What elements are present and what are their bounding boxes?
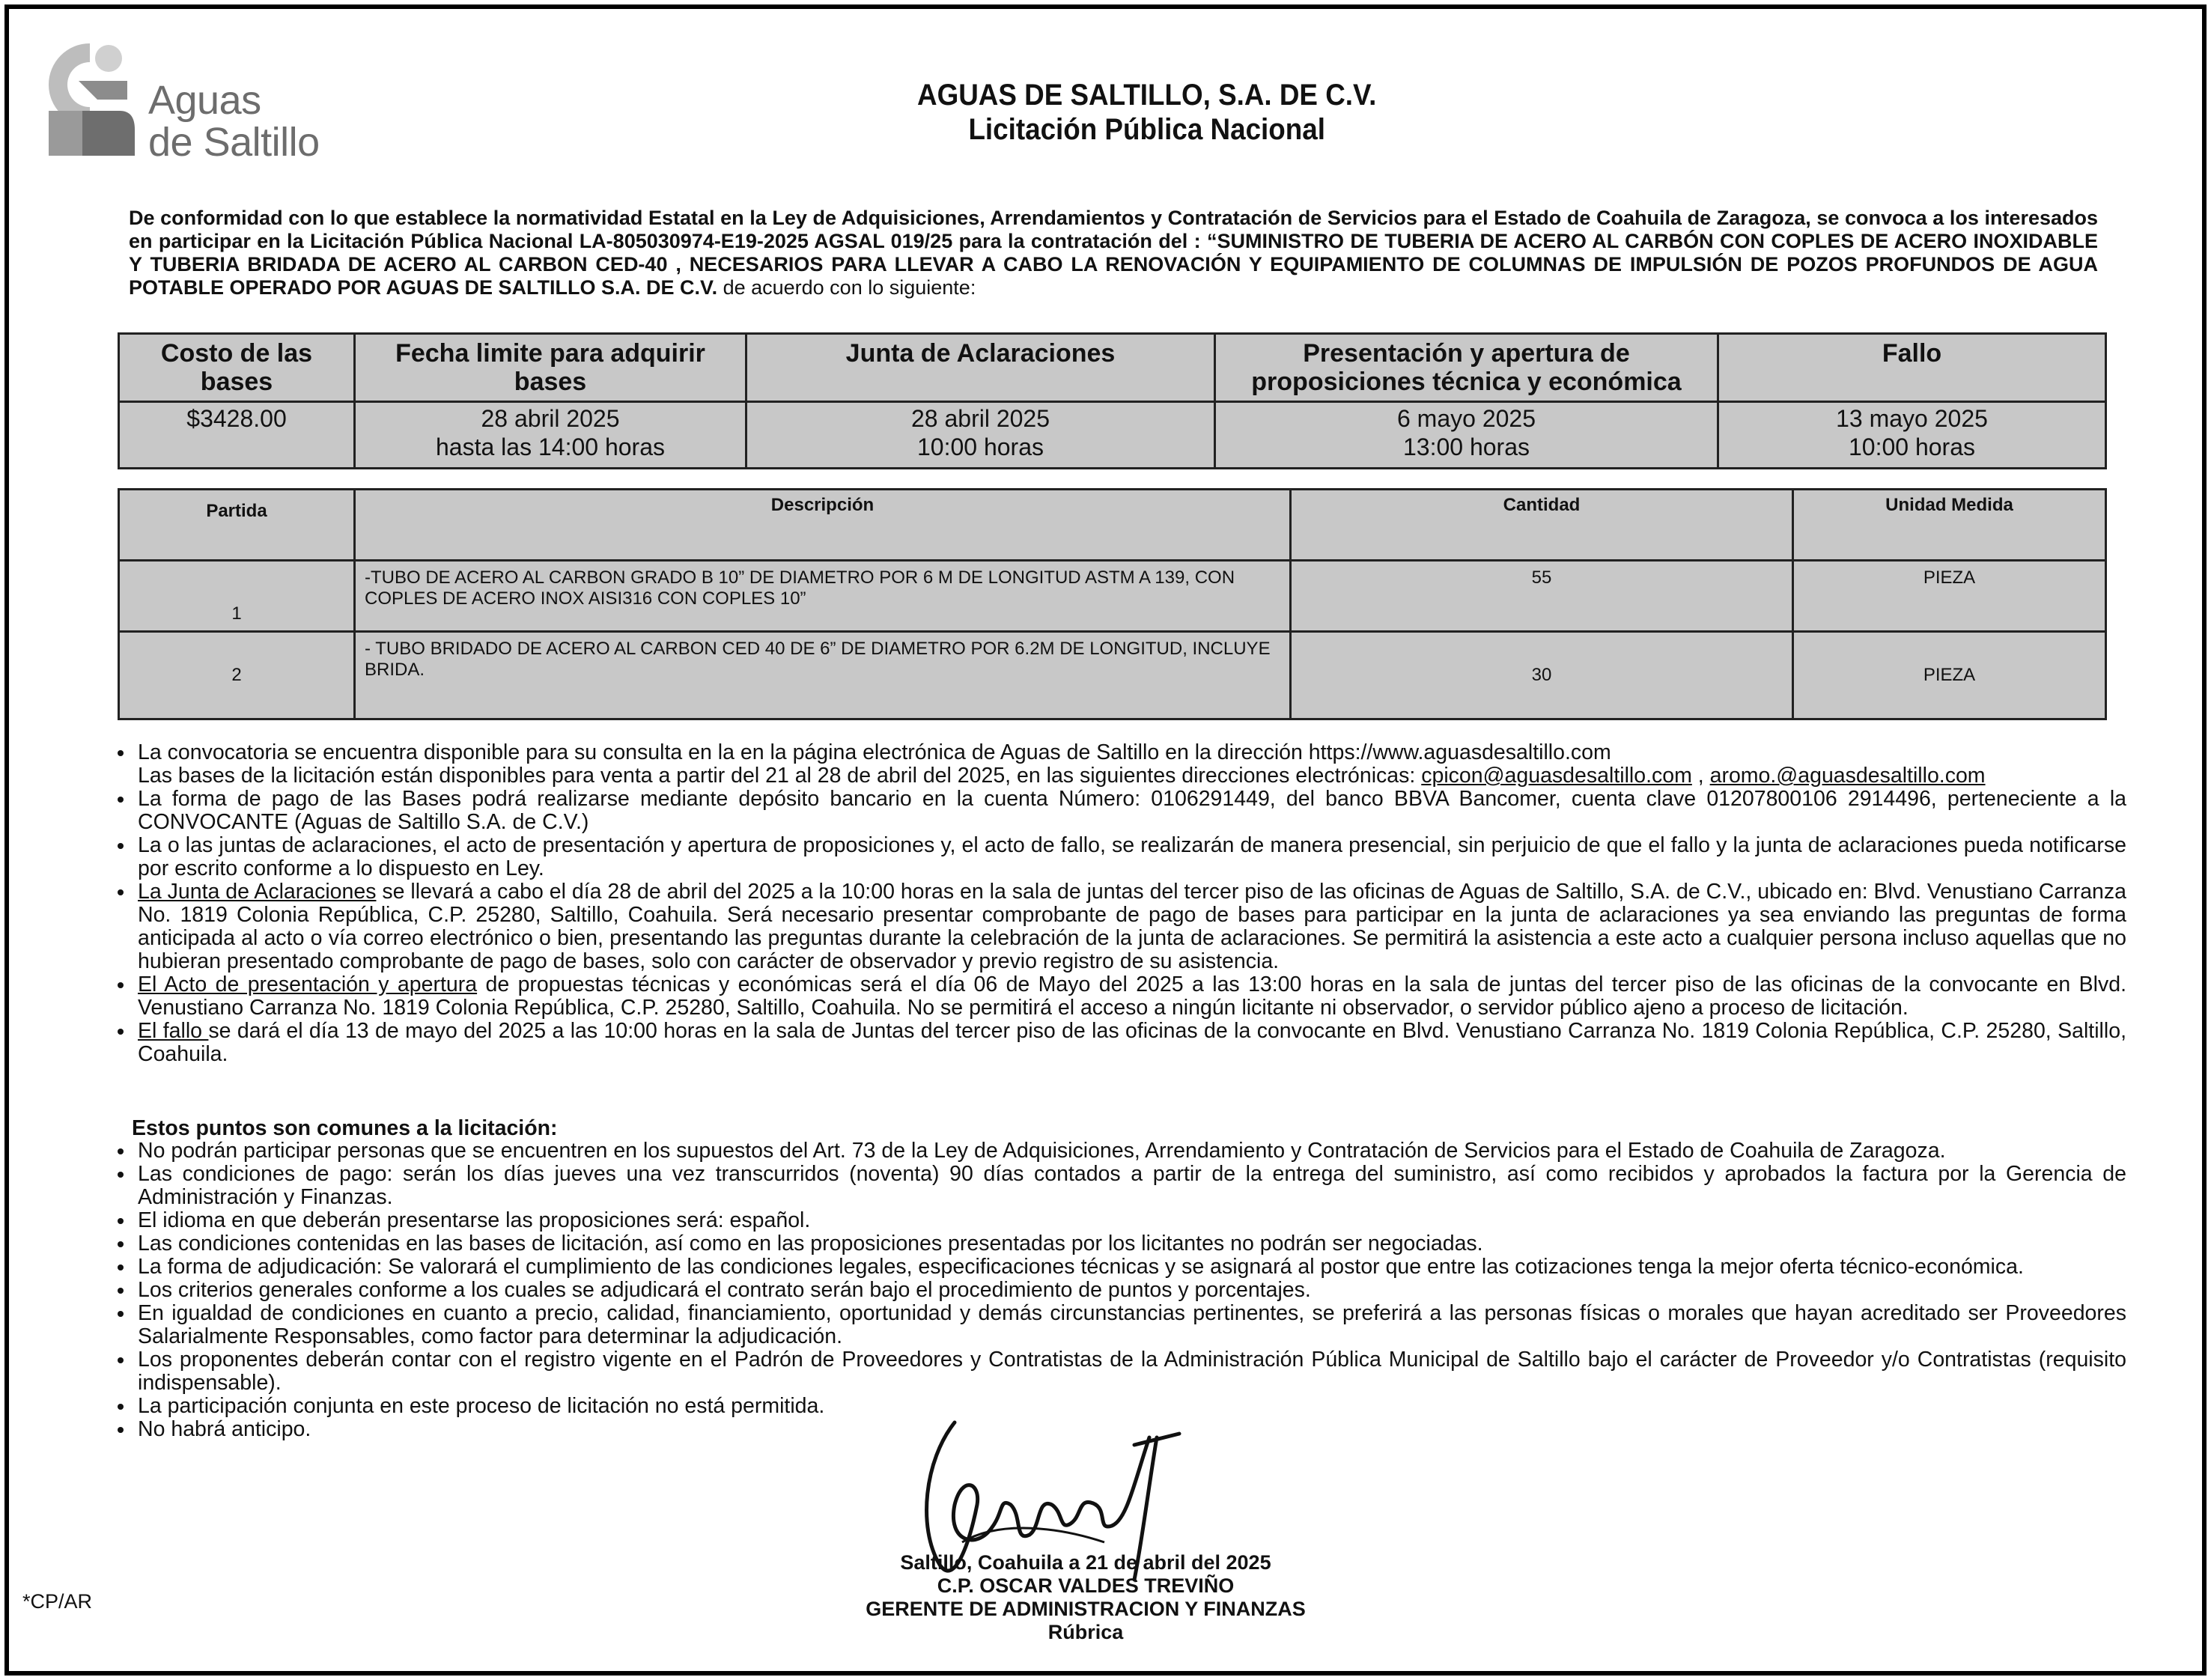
conditions-list bbox=[105, 741, 2126, 1066]
signature-note: Rúbrica bbox=[1047, 1621, 1124, 1643]
list-item: • La forma de adjudicación: Se valorará el cumplimiento de las condiciones legales, especificaciones técnicas y se asignará al postor que entre las cotizaciones tenga la mejor oferta técnico-económica. bbox=[135, 1256, 2126, 1279]
schedule-header-row bbox=[119, 334, 2106, 402]
logo-text-line1: Aguas bbox=[148, 78, 261, 123]
item-descripcion: -TUBO DE ACERO AL CARBON GRADO B 10” DE DIAMETRO POR 6 M DE LONGITUD ASTM A 139, CON COPLES DE ACERO INOX AISI316 CON COPLES 10” bbox=[355, 561, 1291, 632]
list-item: • No podrán participar personas que se encuentren en los supuestos del Art. 73 de la Ley de Adquisiciones, Arrendamiento y Contratación de Servicios para el Estado de Coahuila de Zaragoza. bbox=[135, 1139, 2126, 1163]
company-title: AGUAS DE SALTILLO, S.A. DE C.V. bbox=[916, 79, 1377, 112]
common-points-heading: Estos puntos son comunes a la licitación: bbox=[132, 1116, 558, 1140]
items-table bbox=[118, 488, 2107, 720]
cell-line: $3428.00 bbox=[186, 405, 287, 432]
list-item: • Los proponentes deberán contar con el registro vigente en el Padrón de Proveedores y Contratistas de la Administración Pública Municipal de Saltillo bajo el carácter de Proveedor y/o Contratistas (requisito indispensable). bbox=[135, 1348, 2126, 1395]
item-unidad: PIEZA bbox=[1793, 632, 2106, 719]
bullet-text: de propuestas técnicas y económicas será el día 06 de Mayo del 2025 a las 13:00 horas en la sala de juntas del tercer piso de las oficinas de la convocante en Blvd. Venustiano Carranza No. 1819 Colonia República, C.P. 25280, Saltillo, Coahuila. No se permitirá el acceso a ningún licitante ni observador, o servidor público ajeno a proceso de licitación. bbox=[138, 973, 2126, 1020]
schedule-header: Junta de Aclaraciones bbox=[746, 334, 1215, 402]
item-cantidad: 30 bbox=[1291, 632, 1793, 719]
separator: , bbox=[1691, 764, 1710, 788]
item-cantidad: 55 bbox=[1291, 561, 1793, 632]
cell-line: 6 mayo 2025 bbox=[1396, 405, 1536, 432]
schedule-table bbox=[118, 332, 2107, 469]
bullet-label: El Acto de presentación y apertura bbox=[138, 973, 478, 996]
signature-place-date: Saltillo, Coahuila a 21 de abril del 2025 bbox=[900, 1551, 1271, 1574]
page-header bbox=[88, 78, 2123, 147]
items-header-partida: Partida bbox=[119, 490, 355, 561]
tender-subtitle: Licitación Pública Nacional bbox=[968, 113, 1325, 146]
items-header-descripcion: Descripción bbox=[355, 490, 1291, 561]
bullet-text: se llevará a cabo el día 28 de abril del 2025 a la 10:00 horas en la sala de juntas del tercer piso de las oficinas de Aguas de Saltillo, S.A. de C.V., ubicado en: Blvd. Venustiano Carranza No. 1819 Colonia República, C.P. 25280, Saltillo, Coahuila. Será necesario presentar comprobante de pago de bases para participar en la junta de aclaraciones ya sea enviando las preguntas de forma anticipada al acto o vía correo electrónico o bien, presentando las preguntas durante la celebración de la junta de aclaraciones. Se permitirá la asistencia a este acto a cualquier persona incluso aquellas que no hubieran presentado comprobante de pago de bases, solo con carácter de observador y previo registro de su asistencia. bbox=[138, 880, 2127, 973]
cell-line: 10:00 horas bbox=[916, 433, 1044, 460]
list-item: • El idioma en que deberán presentarse las proposiciones será: español. bbox=[135, 1209, 2126, 1232]
list-item: • La forma de pago de las Bases podrá realizarse mediante depósito bancario en la cuenta Número: 0106291449, del banco BBVA Bancomer, cuenta clave 01207800106 2914496, perteneciente a la CONVOCANTE (Aguas de Saltillo S.A. de C.V.) bbox=[135, 788, 2126, 834]
list-item bbox=[135, 1020, 2126, 1066]
schedule-cell-cost bbox=[119, 402, 355, 469]
items-header-row bbox=[119, 490, 2106, 561]
schedule-data-row bbox=[119, 402, 2106, 469]
intro-tail: de acuerdo con lo siguiente: bbox=[717, 276, 976, 299]
signatory-title: GERENTE DE ADMINISTRACION Y FINANZAS bbox=[866, 1598, 1306, 1620]
initials-note: *CP/AR bbox=[22, 1590, 93, 1613]
schedule-cell-deadline bbox=[355, 402, 746, 469]
list-item bbox=[135, 973, 2126, 1020]
item-partida: 1 bbox=[119, 561, 355, 632]
item-descripcion: - TUBO BRIDADO DE ACERO AL CARBON CED 40 DE 6” DE DIAMETRO POR 6.2M DE LONGITUD, INCLUYE BRIDA. bbox=[355, 632, 1291, 719]
items-header-unidad: Unidad Medida bbox=[1793, 490, 2106, 561]
items-header-cantidad: Cantidad bbox=[1291, 490, 1793, 561]
signature-block bbox=[749, 1551, 1423, 1644]
bullet-text: se dará el día 13 de mayo del 2025 a las 10:00 horas en la sala de Juntas del tercer piso de las oficinas de la convocante en Blvd. Venustiano Carranza No. 1819 Colonia República, C.P. 25280, Saltillo, Coahuila. bbox=[138, 1019, 2126, 1066]
cell-line: 10:00 horas bbox=[1848, 433, 1975, 460]
list-item: • Los criterios generales conforme a los cuales se adjudicará el contrato serán bajo el procedimiento de puntos y porcentajes. bbox=[135, 1279, 2126, 1302]
bullet-label: La Junta de Aclaraciones bbox=[138, 880, 377, 904]
item-partida: 2 bbox=[119, 632, 355, 719]
bullet-label: El fallo bbox=[138, 1019, 209, 1043]
table-row bbox=[119, 561, 2106, 632]
cell-line: hasta las 14:00 horas bbox=[436, 433, 665, 460]
list-item bbox=[135, 880, 2126, 973]
schedule-header: Presentación y apertura de proposiciones técnica y económica bbox=[1215, 334, 1718, 402]
schedule-header: Fallo bbox=[1718, 334, 2106, 402]
table-row bbox=[119, 632, 2106, 719]
cell-line: 13:00 horas bbox=[1402, 433, 1530, 460]
cell-line: 13 mayo 2025 bbox=[1836, 405, 1988, 432]
item-unidad: PIEZA bbox=[1793, 561, 2106, 632]
cell-line: 28 abril 2025 bbox=[481, 405, 620, 432]
list-item: • Las condiciones contenidas en las bases de licitación, así como en las proposiciones presentadas por los licitantes no podrán ser negociadas. bbox=[135, 1232, 2126, 1256]
bullet-text: La convocatoria se encuentra disponible para su consulta en la en la página electrónica de Aguas de Saltillo en la dirección https://www.aguasdesaltillo.com bbox=[138, 740, 1611, 764]
schedule-cell-ruling bbox=[1718, 402, 2106, 469]
intro-lead: De conformidad con lo que establece la normatividad Estatal en la Ley de Adquisiciones, Arrendamientos y Contratación de Servicios para el Estado de Coahuila de Zaragoza, se convoca a los interesados en participar en la Licitación Pública Nacional LA-805030974-E19-2025 AGSAL 019/25 para la contratación del : “ bbox=[129, 207, 2098, 252]
intro-paragraph bbox=[129, 207, 2098, 299]
list-item bbox=[135, 741, 2126, 788]
signatory-name: C.P. OSCAR VALDES TREVIÑO bbox=[937, 1574, 1235, 1597]
bullet-text: Las bases de la licitación están disponibles para venta a partir del 21 al 28 de abril del 2025, en las siguientes direcciones electrónicas: bbox=[138, 764, 1422, 788]
schedule-header: Fecha limite para adquirir bases bbox=[355, 334, 746, 402]
list-item: • La participación conjunta en este proceso de licitación no está permitida. bbox=[135, 1395, 2126, 1418]
list-item: • La o las juntas de aclaraciones, el acto de presentación y apertura de proposiciones y, el acto de fallo, se realizarán de manera presencial, sin perjuicio de que el fallo y la junta de aclaraciones pueda notificarse por escrito conforme a lo dispuesto en Ley. bbox=[135, 834, 2126, 880]
list-item: • En igualdad de condiciones en cuanto a precio, calidad, financiamiento, oportunidad y demás circunstancias pertinentes, se preferirá a las personas físicas o morales que hayan acreditado ser Proveedores Salarialmente Responsables, como factor para determinar la adjudicación. bbox=[135, 1302, 2126, 1348]
email-link[interactable]: aromo.@aguasdesaltillo.com bbox=[1709, 764, 1986, 788]
schedule-header: Costo de las bases bbox=[119, 334, 355, 402]
list-item: • Las condiciones de pago: serán los días jueves una vez transcurridos (noventa) 90 días contados a partir de la entrega del suministro, así como recibidos y aprobados la factura por la Gerencia de Administración y Finanzas. bbox=[135, 1163, 2126, 1209]
intro-object: SUMINISTRO DE TUBERIA DE ACERO AL CARBÓN CON COPLES DE ACERO INOXIDABLE Y TUBERIA BRIDADA DE ACERO AL CARBON CED-40 , NECESARIOS PARA LLEVAR A CABO LA RENOVACIÓN Y EQUIPAMIENTO DE COLUMNAS DE IMPULSIÓN DE POZOS PROFUNDOS DE AGUA POTABLE OPERADO POR AGUAS DE SALTILLO S.A. DE C.V. bbox=[129, 230, 2098, 299]
cell-line: 28 abril 2025 bbox=[910, 405, 1050, 432]
list-item: • No habrá anticipo. bbox=[135, 1418, 2126, 1441]
schedule-cell-clarifications bbox=[746, 402, 1215, 469]
logo-text-line2: de Saltillo bbox=[148, 120, 320, 165]
email-link[interactable]: cpicon@aguasdesaltillo.com bbox=[1421, 764, 1692, 788]
schedule-cell-opening bbox=[1215, 402, 1718, 469]
